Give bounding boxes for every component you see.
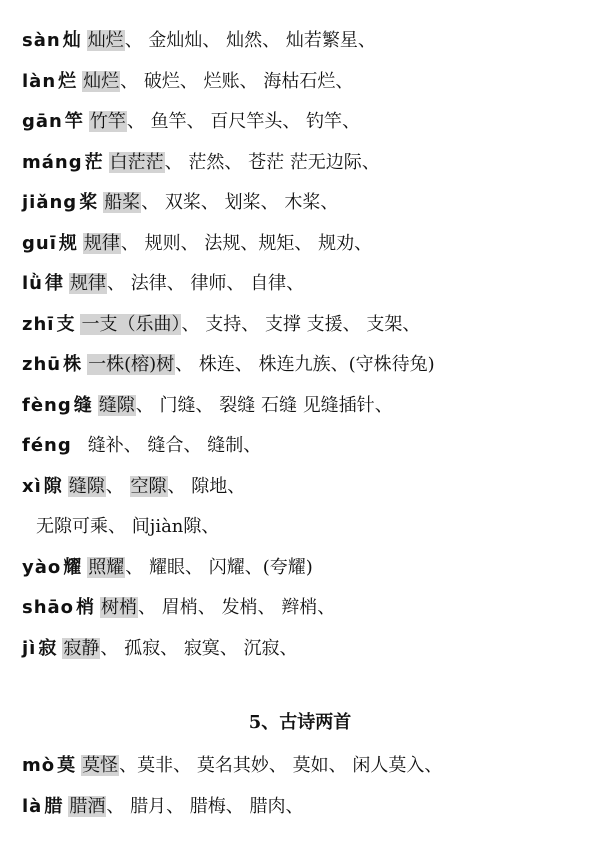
highlighted-word: 缝隙: [98, 394, 135, 416]
word: 莫非: [137, 755, 174, 776]
word: 、: [105, 475, 130, 497]
word: 株连九族: [258, 354, 331, 375]
word: 辫梢: [281, 597, 318, 618]
word: 、: [279, 637, 298, 659]
highlighted-word: 照耀: [88, 556, 125, 578]
pinyin: gān: [22, 111, 63, 132]
pinyin: zhī: [22, 313, 55, 335]
vocab-row: [22, 189, 338, 217]
word: 间jiàn隙: [131, 516, 202, 537]
word: 、: [124, 30, 149, 51]
word: 发梢: [221, 597, 258, 618]
vocab-row: [22, 793, 304, 821]
word: 木桨: [284, 192, 321, 213]
pinyin: là: [22, 796, 43, 817]
highlighted-word: 规律: [83, 232, 120, 254]
highlighted-word: 竹竿: [89, 111, 126, 132]
word: 、: [180, 232, 205, 254]
pinyin: fèng: [22, 394, 72, 416]
vocab-row: [22, 68, 353, 96]
word: 、: [166, 796, 190, 817]
vocab-row: [22, 230, 372, 258]
word: 规矩: [258, 232, 295, 254]
pinyin: zhū: [22, 354, 62, 375]
word: 支援: [306, 313, 343, 335]
word: 、: [141, 192, 165, 213]
word: 律师: [190, 273, 227, 294]
section-title: 5、古诗两首: [248, 712, 352, 733]
word: 、: [374, 394, 393, 416]
word: 、: [125, 556, 149, 578]
highlighted-word: 船桨: [104, 192, 141, 213]
word: 、: [243, 435, 262, 456]
character: 律: [44, 273, 63, 294]
highlighted-word: 寂静: [63, 637, 100, 659]
word: 规劝: [318, 232, 355, 254]
vocab-row: [22, 311, 420, 339]
word: 、: [342, 313, 367, 335]
word: 、: [317, 597, 336, 618]
word: 灿然: [226, 30, 263, 51]
highlighted-word: 灿烂: [83, 70, 120, 92]
word: 、: [342, 111, 361, 132]
word: 无隙可乘: [36, 516, 108, 537]
word: 沉寂: [243, 637, 280, 659]
word: 腊月: [130, 796, 167, 817]
word: 、: [257, 597, 282, 618]
word: 、: [108, 516, 132, 537]
word: 法律: [130, 273, 167, 294]
vocab-row: [22, 270, 304, 298]
pinyin: xì: [22, 475, 42, 497]
word: 百尺竿头: [210, 111, 283, 132]
pinyin: sàn: [22, 30, 61, 51]
word: 钓竿: [306, 111, 343, 132]
word: 支架: [366, 313, 403, 335]
word: 、: [183, 435, 208, 456]
vocab-row: [22, 635, 298, 663]
character: 株: [63, 354, 82, 375]
word: 闲人莫入: [352, 755, 425, 776]
word: 裂缝: [219, 394, 261, 416]
vocab-row: [22, 554, 313, 582]
word: 、: [320, 192, 339, 213]
word: 、: [119, 755, 138, 776]
word: 、: [268, 755, 293, 776]
vocab-row: [22, 27, 376, 55]
pinyin: shāo: [22, 597, 75, 618]
word: 、: [123, 435, 148, 456]
word: 、: [294, 232, 319, 254]
word: 见缝插针: [302, 394, 375, 416]
word: 、: [200, 192, 225, 213]
character: 竿: [64, 111, 83, 132]
highlighted-word: 白茫茫: [109, 151, 164, 173]
highlighted-word: 莫怪: [82, 755, 119, 776]
word: 莫名其妙: [196, 755, 269, 776]
word: 、: [126, 111, 151, 132]
highlighted-word: 缝隙: [68, 475, 105, 497]
character: 茫: [84, 151, 103, 173]
word: 、: [186, 111, 211, 132]
word: 莫如: [292, 755, 329, 776]
word: 腊肉: [249, 796, 286, 817]
character: 隙: [43, 475, 62, 497]
word: 、: [100, 637, 125, 659]
word: 、: [202, 30, 227, 51]
word: 、: [179, 70, 204, 92]
word: 烂账: [203, 70, 240, 92]
character: 寂: [38, 637, 57, 659]
word: 、: [328, 755, 353, 776]
word: 寂寞: [183, 637, 220, 659]
highlighted-word: 树梢: [101, 597, 138, 618]
word: (守株待兔): [348, 354, 435, 375]
vocab-row: [22, 392, 393, 420]
word: 法规: [204, 232, 241, 254]
highlighted-word: 规律: [69, 273, 106, 294]
pinyin: féng: [22, 435, 72, 456]
word: 、: [166, 273, 191, 294]
word: 、: [240, 232, 259, 254]
highlighted-word: 灿烂: [87, 30, 124, 51]
word: 、: [330, 354, 349, 375]
word: 孤寂: [124, 637, 161, 659]
word: 支持: [205, 313, 242, 335]
word: 、: [244, 556, 263, 578]
character: 支: [56, 313, 75, 335]
word: 、: [197, 597, 222, 618]
word: 、: [160, 637, 184, 659]
word: 自律: [250, 273, 287, 294]
word: 、: [201, 516, 220, 537]
vocab-row: [36, 513, 219, 541]
pinyin: lǜ: [22, 273, 43, 294]
highlighted-word: 腊酒: [69, 796, 106, 817]
highlighted-word: 空隙: [130, 475, 167, 497]
word: 、: [175, 354, 199, 375]
character: 腊: [44, 796, 63, 817]
word: 、: [282, 111, 307, 132]
word: 缝制: [207, 435, 244, 456]
word: 苍茫: [248, 151, 290, 173]
word: 、: [357, 30, 376, 51]
word: 、: [262, 30, 286, 51]
vocab-row: [22, 473, 245, 501]
word: 、: [335, 70, 354, 92]
vocab-row: [22, 149, 380, 177]
word: 隙地: [191, 475, 228, 497]
word: 石缝: [260, 394, 303, 416]
word: 金灿灿: [148, 30, 203, 51]
word: 、: [173, 755, 197, 776]
word: 、: [167, 475, 192, 497]
word: 鱼竿: [150, 111, 187, 132]
word: 、: [164, 151, 189, 173]
vocab-row: [22, 108, 360, 136]
word: 株连: [198, 354, 235, 375]
word: 茫无边际: [289, 151, 362, 173]
vocab-row: [22, 752, 442, 780]
pinyin: làn: [22, 70, 57, 92]
pinyin: jiǎng: [22, 192, 78, 213]
word: 耀眼: [148, 556, 185, 578]
pinyin: jì: [22, 637, 37, 659]
word: 破烂: [143, 70, 180, 92]
word: 、: [120, 70, 144, 92]
word: 灿若繁星: [285, 30, 358, 51]
character: 烂: [58, 70, 77, 92]
word: 、: [260, 192, 285, 213]
word: 规则: [144, 232, 181, 254]
vocab-row: [22, 432, 261, 460]
pinyin: guī: [22, 232, 57, 254]
word: 、: [195, 394, 220, 416]
word: 、: [219, 637, 244, 659]
character: 缝: [73, 394, 92, 416]
word: 、: [106, 273, 131, 294]
word: 、: [106, 796, 131, 817]
word: 、: [361, 151, 380, 173]
pinyin: yào: [22, 556, 62, 578]
word: 门缝: [159, 394, 196, 416]
word: 、: [285, 796, 304, 817]
character: 耀: [63, 556, 82, 578]
word: (夸耀): [262, 556, 313, 578]
word: 、: [224, 151, 249, 173]
word: 支撑: [264, 313, 307, 335]
word: 缝合: [147, 435, 184, 456]
word: 、: [227, 475, 246, 497]
pinyin: mò: [22, 755, 56, 776]
highlighted-word: 一支（乐曲）: [81, 313, 181, 335]
word: 眉梢: [161, 597, 198, 618]
word: 划桨: [224, 192, 261, 213]
word: 、: [402, 313, 421, 335]
word: 、: [241, 313, 265, 335]
word: 茫然: [188, 151, 225, 173]
word: 腊梅: [189, 796, 226, 817]
word: 、: [424, 755, 443, 776]
word: 、: [239, 70, 264, 92]
vocab-row: [22, 351, 435, 379]
word: 、: [138, 597, 162, 618]
word: 、: [225, 796, 250, 817]
vocab-row: [22, 594, 335, 622]
pinyin: máng: [22, 151, 83, 173]
word: 双桨: [164, 192, 201, 213]
word: 海枯石烂: [263, 70, 336, 92]
word: 闪耀: [208, 556, 245, 578]
character: 规: [58, 232, 77, 254]
highlighted-word: 一株(榕)树: [88, 354, 175, 375]
character: 梢: [76, 597, 95, 618]
word: 缝补: [87, 435, 124, 456]
character: 桨: [79, 192, 98, 213]
word: 、: [184, 556, 209, 578]
word: 、: [120, 232, 145, 254]
word: 、: [234, 354, 259, 375]
word: 、: [135, 394, 160, 416]
character: 灿: [62, 30, 81, 51]
word: 、: [226, 273, 251, 294]
character: 莫: [57, 755, 76, 776]
word: 、: [181, 313, 206, 335]
word: 、: [286, 273, 305, 294]
word: 、: [354, 232, 373, 254]
